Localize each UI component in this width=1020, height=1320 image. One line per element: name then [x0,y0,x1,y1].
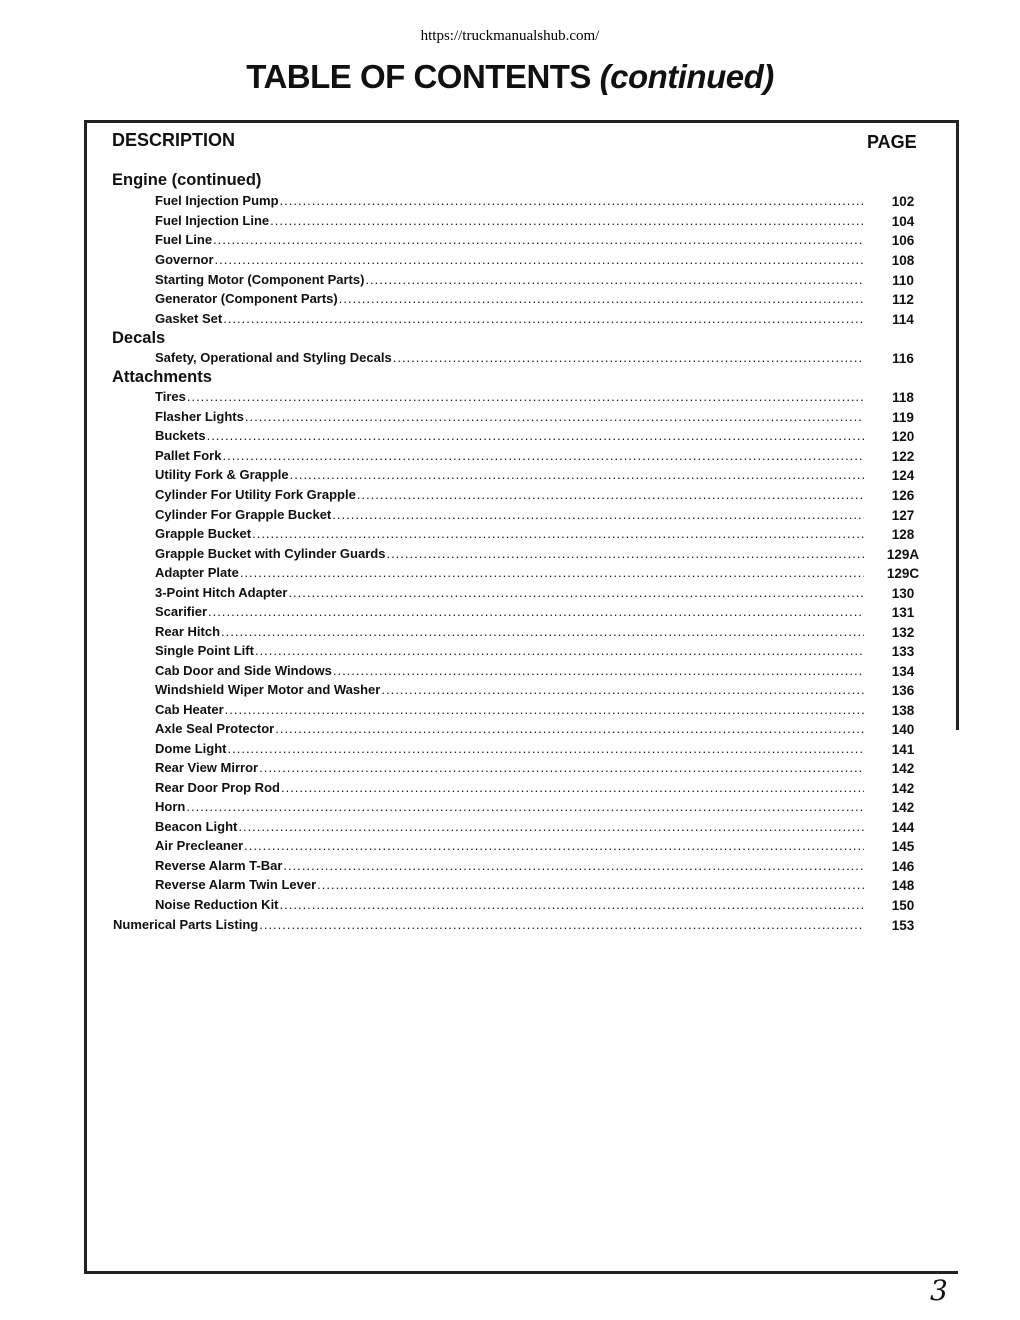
frame-border-top [84,120,959,123]
toc-entry-label: Rear Hitch [155,624,221,639]
dot-leader [339,291,864,306]
toc-entry-label: Utility Fork & Grapple [155,467,289,482]
toc-entry-label: Pallet Fork [155,448,222,463]
toc-entry [155,448,864,467]
toc-entry-page: 144 [891,820,915,835]
dot-leader [365,272,864,287]
toc-entry [155,838,864,857]
toc-entry-label: Starting Motor (Component Parts) [155,272,365,287]
toc-entry [155,760,864,779]
toc-entry-label: Noise Reduction Kit [155,897,279,912]
section-heading-attachments: Attachments [112,368,212,386]
toc-entry-label: Tires [155,389,186,404]
dot-leader [259,917,864,932]
toc-entry [155,409,864,428]
toc-entry [155,702,864,721]
toc-entry [155,799,864,818]
toc-entry-page: 136 [891,683,915,698]
dot-leader [240,565,864,580]
toc-entry [155,780,864,799]
toc-entry-label: Grapple Bucket [155,526,252,541]
toc-entry-page: 130 [891,586,915,601]
toc-entry-label: Grapple Bucket with Cylinder Guards [155,546,386,561]
toc-entry-label: Gasket Set [155,311,223,326]
toc-entry-page: 118 [892,390,914,405]
dot-leader [208,604,864,619]
toc-entry [155,546,864,565]
toc-entry [155,721,864,740]
toc-entry-page: 129A [886,547,920,562]
dot-leader [228,741,865,756]
toc-entry [155,565,864,584]
dot-leader [280,897,864,912]
toc-entry-label: Single Point Lift [155,643,254,658]
toc-entry [155,252,864,271]
dot-leader [245,409,864,424]
dot-leader [270,213,864,228]
toc-entry [155,604,864,623]
toc-entry-page: 153 [891,918,915,933]
toc-entry-label: Cab Heater [155,702,224,717]
toc-entry-label: Air Precleaner [155,838,244,853]
toc-entry-page: 140 [891,722,915,737]
toc-entry-page: 124 [891,468,915,483]
toc-entry [155,741,864,760]
toc-entry [155,663,864,682]
toc-entry [155,897,864,916]
toc-entry-page: 142 [891,800,915,815]
toc-entry-label: 3-Point Hitch Adapter [155,585,288,600]
toc-entry-label: Numerical Parts Listing [113,917,259,932]
toc-entry-page: 114 [892,312,914,327]
toc-entry-label: Cylinder For Utility Fork Grapple [155,487,356,502]
dot-leader [255,643,864,658]
page-column-header: PAGE [867,132,917,152]
toc-entry-page: 108 [891,253,915,268]
toc-entry [155,507,864,526]
toc-entry-label: Axle Seal Protector [155,721,275,736]
toc-entry [155,350,864,369]
toc-entry [155,272,864,291]
dot-leader [280,193,864,208]
dot-leader [215,252,864,267]
toc-entry-page: 122 [891,449,915,464]
page-title [0,58,1020,96]
toc-entry-page: 138 [891,703,915,718]
toc-entry-page: 110 [892,273,914,288]
toc-entry-label: Windshield Wiper Motor and Washer [155,682,381,697]
toc-entry-page: 131 [891,605,915,620]
page-number: 3 [930,1274,948,1307]
toc-entry [155,193,864,212]
toc-entry [155,682,864,701]
title-main: TABLE OF CONTENTS [246,58,591,95]
toc-entry [155,467,864,486]
dot-leader [207,428,864,443]
toc-entry-page: 102 [891,194,915,209]
toc-entry-page: 142 [891,781,915,796]
dot-leader [288,585,864,600]
title-continued: (continued) [599,58,774,95]
dot-leader [317,877,864,892]
toc-entry-label: Rear Door Prop Rod [155,780,280,795]
toc-entry-label: Fuel Injection Pump [155,193,279,208]
toc-entry [155,858,864,877]
toc-entry-label: Buckets [155,428,206,443]
toc-entry [155,428,864,447]
toc-entry-page: 116 [892,351,914,366]
toc-entry-page: 146 [891,859,915,874]
toc-entry-page: 119 [892,410,914,425]
toc-entry [155,291,864,310]
toc-entry [155,389,864,408]
toc-entry-label: Generator (Component Parts) [155,291,338,306]
toc-entry [155,311,864,330]
dot-leader [357,487,864,502]
toc-entry-label: Adapter Plate [155,565,239,580]
dot-leader [186,799,864,814]
toc-entry-page: 120 [891,429,915,444]
dot-leader [275,721,864,736]
dot-leader [238,819,864,834]
dot-leader [221,624,864,639]
section-heading-engine: Engine (continued) [112,171,262,189]
toc-entry-page: 112 [892,292,914,307]
dot-leader [281,780,864,795]
toc-entry [113,917,864,936]
toc-entry-label: Governor [155,252,214,267]
frame-border-left [84,120,87,1274]
toc-entry [155,213,864,232]
toc-entry-label: Safety, Operational and Styling Decals [155,350,392,365]
toc-entry-label: Reverse Alarm T-Bar [155,858,283,873]
dot-leader [381,682,864,697]
toc-entry-page: 129C [886,566,920,581]
toc-entry [155,232,864,251]
dot-leader [332,507,864,522]
dot-leader [333,663,864,678]
dot-leader [290,467,864,482]
dot-leader [252,526,864,541]
dot-leader [393,350,864,365]
toc-entry-page: 106 [891,233,915,248]
toc-entry [155,877,864,896]
toc-entry-page: 133 [891,644,915,659]
toc-entry [155,643,864,662]
toc-entry-page: 127 [891,508,915,523]
toc-entry [155,526,864,545]
toc-entry-page: 148 [891,878,915,893]
toc-entry-page: 132 [891,625,915,640]
toc-entry-label: Reverse Alarm Twin Lever [155,877,317,892]
toc-entry-label: Cylinder For Grapple Bucket [155,507,332,522]
section-heading-decals: Decals [112,329,166,347]
toc-entry-label: Cab Door and Side Windows [155,663,332,678]
dot-leader [244,838,864,853]
frame-border-right [956,120,959,730]
dot-leader [213,232,864,247]
toc-entry-label: Horn [155,799,186,814]
frame-border-bottom [84,1271,958,1274]
toc-entry-label: Fuel Injection Line [155,213,270,228]
dot-leader [259,760,864,775]
dot-leader [283,858,864,873]
dot-leader [223,311,864,326]
toc-entry-page: 150 [891,898,915,913]
toc-entry-label: Flasher Lights [155,409,244,424]
toc-entry-label: Scarifier [155,604,208,619]
description-column-header: DESCRIPTION [112,130,236,150]
dot-leader [222,448,864,463]
dot-leader [187,389,864,404]
source-url: https://truckmanualshub.com/ [420,28,600,44]
toc-entry [155,624,864,643]
toc-entry-page: 141 [891,742,915,757]
toc-entry-page: 126 [891,488,915,503]
toc-entry [155,819,864,838]
toc-entry-label: Dome Light [155,741,227,756]
toc-entry [155,487,864,506]
toc-entry-label: Fuel Line [155,232,213,247]
toc-entry-label: Beacon Light [155,819,238,834]
toc-entry-page: 145 [891,839,915,854]
toc-entry-label: Rear View Mirror [155,760,259,775]
toc-entry-page: 134 [891,664,915,679]
dot-leader [225,702,864,717]
toc-entry-page: 142 [891,761,915,776]
toc-entry [155,585,864,604]
toc-entry-page: 128 [891,527,915,542]
dot-leader [386,546,864,561]
toc-entry-page: 104 [891,214,915,229]
